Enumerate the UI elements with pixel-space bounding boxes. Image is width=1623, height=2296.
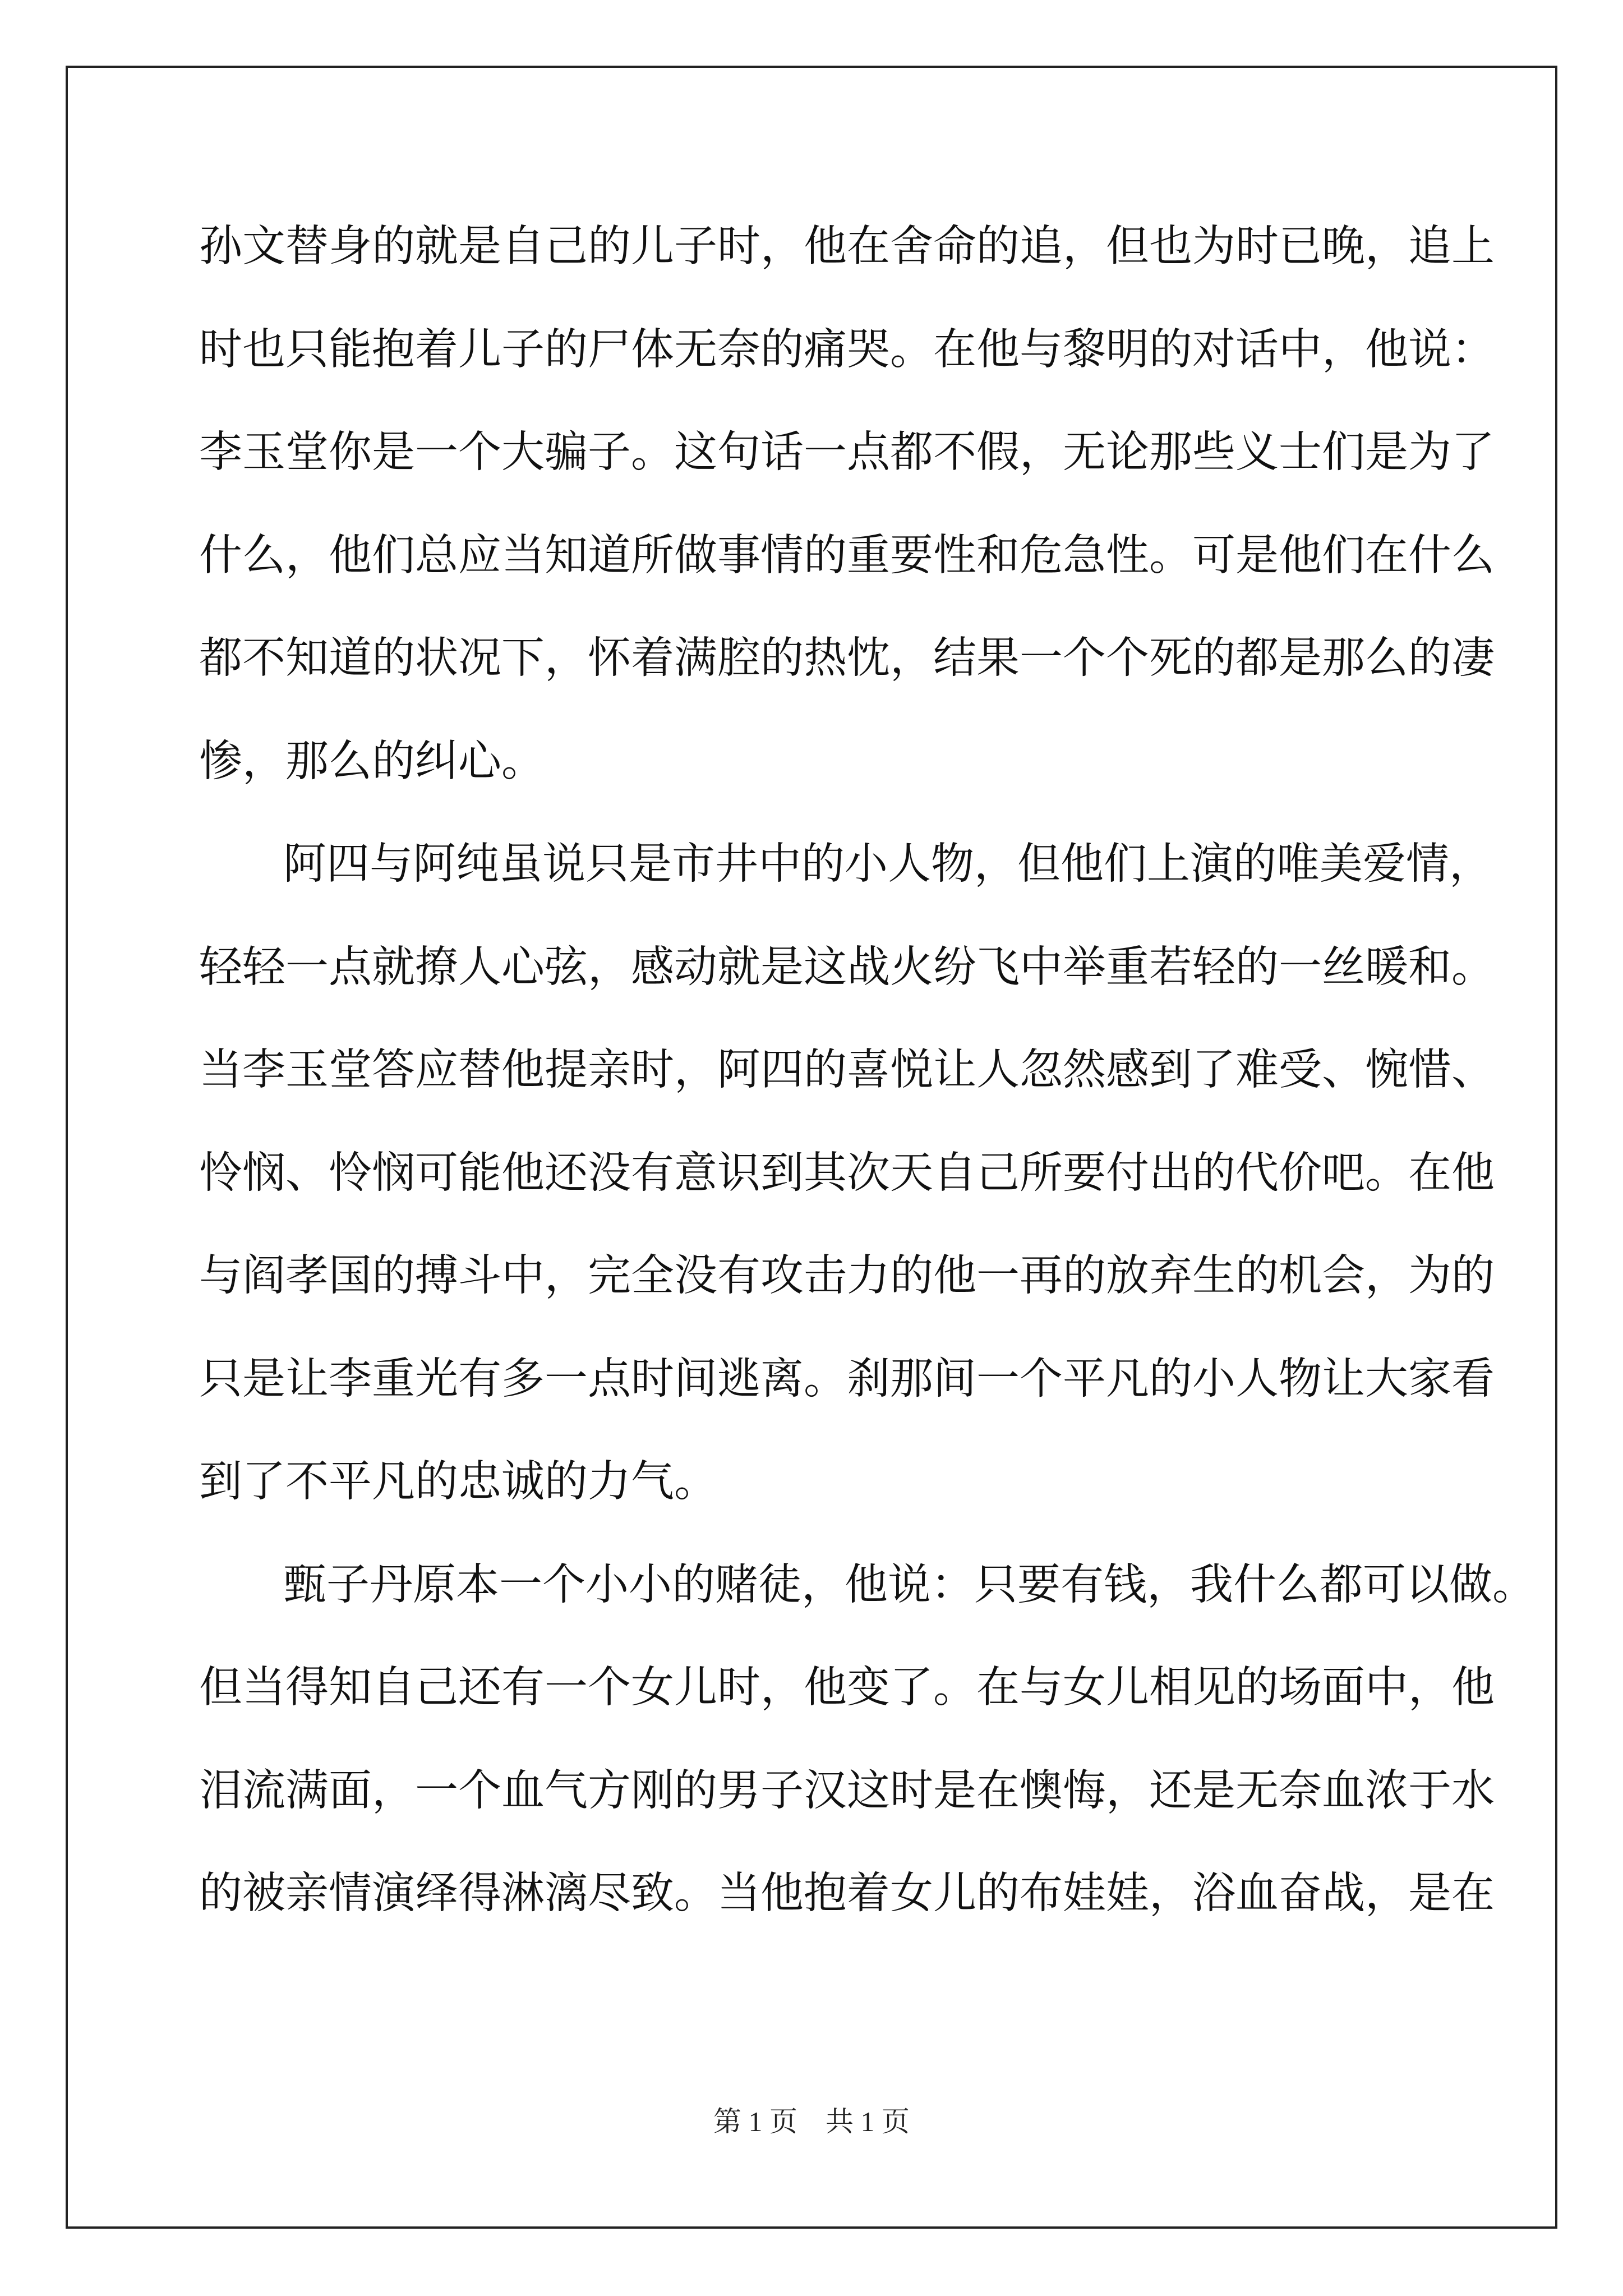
paragraph-start-line: 甄子丹原本一个小小的赌徒，他说：只要有钱，我什么都可以做。: [283, 1559, 1536, 1610]
text-line: 只是让李重光有多一点时间逃离。刹那间一个平凡的小人物让大家看: [199, 1354, 1495, 1404]
text-line: 当李玉堂答应替他提亲时，阿四的喜悦让人忽然感到了难受、惋惜、: [199, 1045, 1495, 1095]
text-line: 泪流满面，一个血气方刚的男子汉这时是在懊悔，还是无奈血浓于水: [199, 1765, 1495, 1816]
text-line: 到了不平凡的忠诚的力气。: [199, 1457, 717, 1507]
text-line: 与阎孝国的搏斗中，完全没有攻击力的他一再的放弃生的机会，为的: [199, 1251, 1495, 1301]
text-line: 的被亲情演绎得淋漓尽致。当他抱着女儿的布娃娃，浴血奋战，是在: [199, 1869, 1495, 1918]
paragraph-start-line: 阿四与阿纯虽说只是市井中的小人物，但他们上演的唯美爱情，: [283, 839, 1492, 889]
text-line: 但当得知自己还有一个女儿时，他变了。在与女儿相见的场面中，他: [199, 1663, 1495, 1713]
text-line: 怜悯、怜悯可能他还没有意识到其次天自己所要付出的代价吧。在他: [199, 1148, 1495, 1198]
text-line: 什么，他们总应当知道所做事情的重要性和危急性。可是他们在什么: [199, 530, 1495, 581]
page-footer: [0, 2099, 1623, 2139]
page-total: 共 1 页: [826, 2106, 910, 2137]
text-line: 惨，那么的纠心。: [199, 736, 545, 786]
page-number: 第 1 页: [713, 2106, 797, 2137]
text-line: 孙文替身的就是自己的儿子时，他在舍命的追，但也为时已晚，追上: [199, 222, 1495, 272]
text-line: 轻轻一点就撩人心弦，感动就是这战火纷飞中举重若轻的一丝暖和。: [199, 942, 1495, 992]
text-line: 都不知道的状况下，怀着满腔的热忱，结果一个个死的都是那么的凄: [199, 633, 1495, 683]
text-line: 李玉堂你是一个大骗子。这句话一点都不假，无论那些义士们是为了: [199, 427, 1495, 477]
document-body: [199, 219, 1536, 1969]
text-line: 时也只能抱着儿子的尸体无奈的痛哭。在他与黎明的对话中，他说：: [199, 324, 1495, 375]
